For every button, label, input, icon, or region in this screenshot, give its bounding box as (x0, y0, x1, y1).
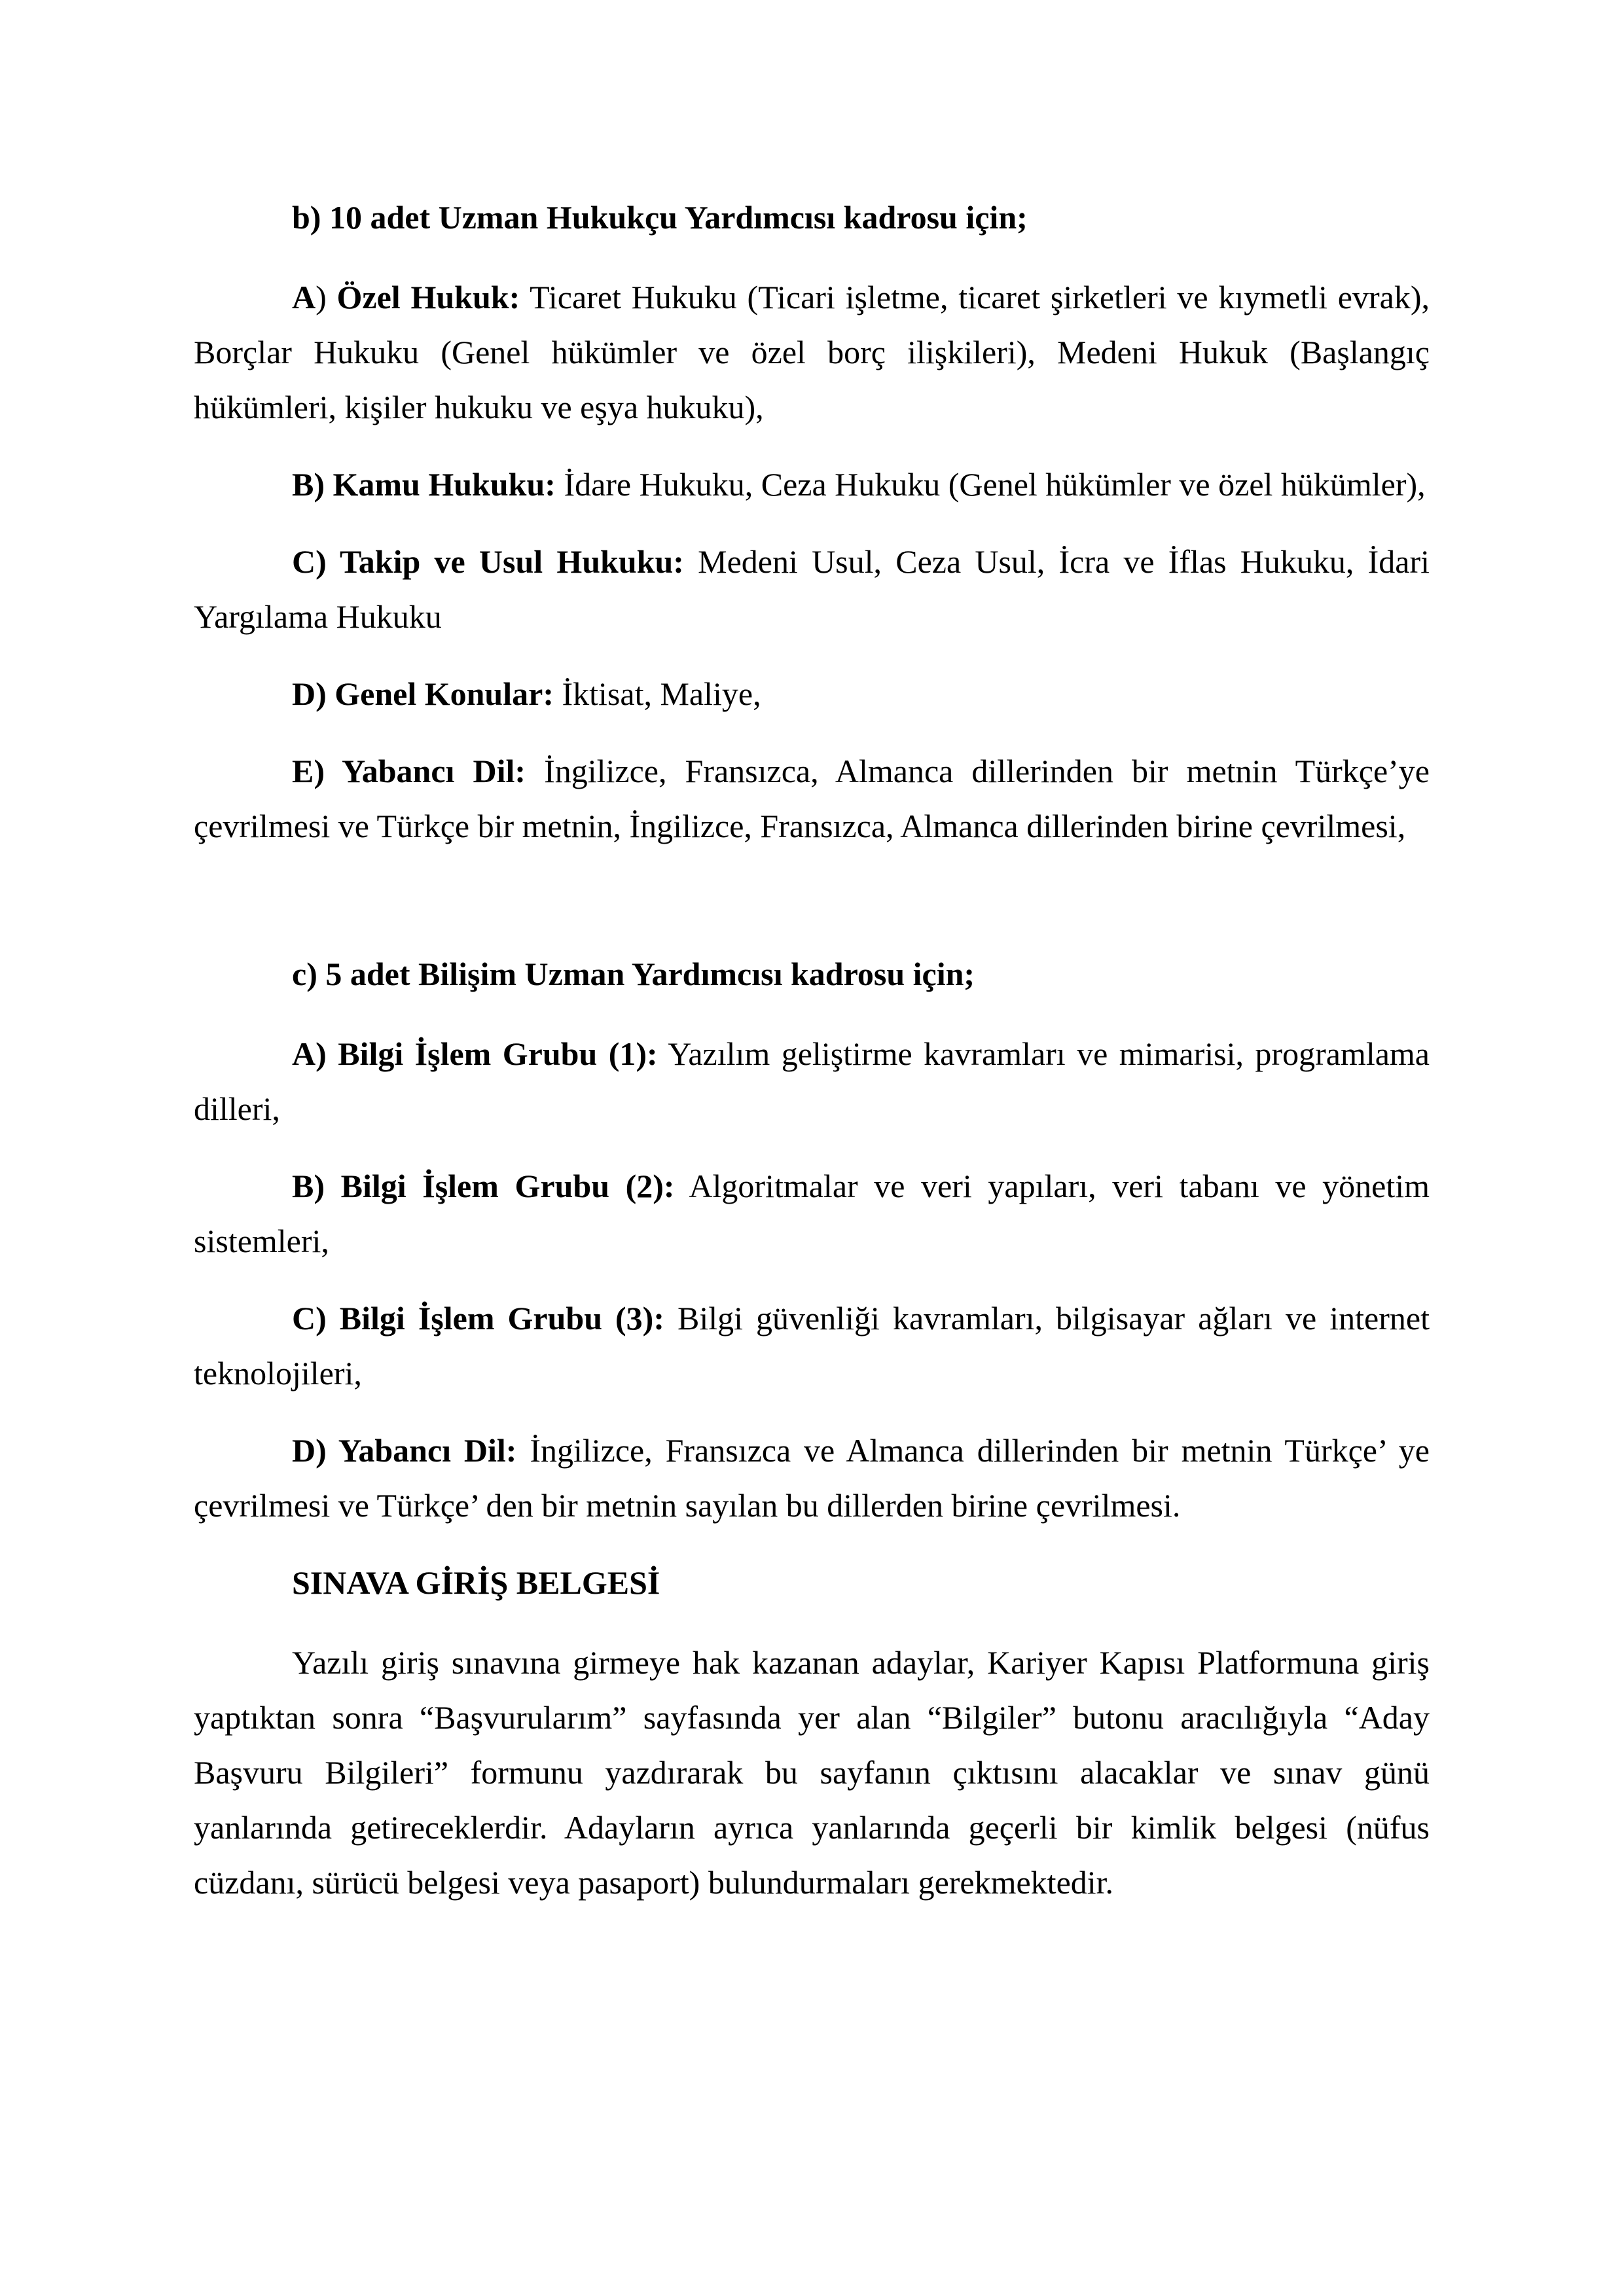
item-text: Medeni Usul, Ceza Usul, İcra ve İflas Hukuku, İdari Yargılama Hukuku (194, 543, 1430, 635)
item-label: D) Yabancı Dil: (292, 1432, 517, 1469)
item-label: C) Bilgi İşlem Grubu (3): (292, 1300, 664, 1336)
entry-document-body: Yazılı giriş sınavına girmeye hak kazanan adaylar, Kariyer Kapısı Platformuna giriş yaptıktan sonra “Başvurularım” sayfasında yer alan “Bilgiler” butonu aracılığıyla “Aday Başvuru Bilgileri” formunu yazdırarak bu sayfanın çıktısını alacaklar ve sınav günü yanlarında getireceklerdir. Adayların ayrıca yanlarında geçerli bir kimlik belgesi (nüfus cüzdanı, sürücü belgesi veya pasaport) bulundurmaları gerekmektedir. (194, 1644, 1430, 1901)
item-label-paren: ) (316, 279, 337, 315)
section-c-item-c (194, 1291, 1430, 1401)
section-b-item-a (194, 270, 1430, 435)
document-page (194, 190, 1430, 1910)
section-b-heading: b) 10 adet Uzman Hukukçu Yardımcısı kadrosu için; (292, 199, 1028, 236)
item-text: İngilizce, Fransızca, Almanca dillerinden bir metnin Türkçe’ye çevrilmesi ve Türkçe bir metnin, İngilizce, Fransızca, Almanca dillerinden birine çevrilmesi, (194, 753, 1430, 844)
item-text: Algoritmalar ve veri yapıları, veri tabanı ve yönetim sistemleri, (194, 1168, 1430, 1259)
item-text: İdare Hukuku, Ceza Hukuku (Genel hükümler ve özel hükümler), (555, 466, 1426, 503)
item-label: D) Genel Konular: (292, 675, 554, 712)
section-b-item-b (194, 457, 1430, 512)
item-label: E) Yabancı Dil: (292, 753, 526, 789)
item-text: Ticaret Hukuku (Ticari işletme, ticaret şirketleri ve kıymetli evrak), Borçlar Hukuku (Genel hükümler ve özel borç ilişkileri), Medeni Hukuk (Başlangıç hükümleri, kişiler hukuku ve eşya hukuku), (194, 279, 1430, 425)
item-label: A) Bilgi İşlem Grubu (1): (292, 1035, 658, 1072)
section-c-item-a (194, 1026, 1430, 1136)
section-b-item-d (194, 666, 1430, 721)
section-c-item-d (194, 1423, 1430, 1533)
item-text: Bilgi güvenliği kavramları, bilgisayar ağları ve internet teknolojileri, (194, 1300, 1430, 1391)
item-label-letter: A (292, 279, 316, 315)
item-label: B) Bilgi İşlem Grubu (2): (292, 1168, 675, 1204)
section-c-heading: c) 5 adet Bilişim Uzman Yardımcısı kadrosu için; (292, 956, 975, 992)
entry-document-heading: SINAVA GİRİŞ BELGESİ (292, 1564, 660, 1601)
item-text: İktisat, Maliye, (553, 675, 761, 712)
item-label: B) Kamu Hukuku: (292, 466, 556, 503)
section-b-item-e (194, 744, 1430, 853)
section-b-item-c (194, 534, 1430, 644)
item-text: Yazılım geliştirme kavramları ve mimarisi, programlama dilleri, (194, 1035, 1430, 1127)
item-label: C) Takip ve Usul Hukuku: (292, 543, 684, 580)
section-c-item-b (194, 1158, 1430, 1268)
item-text: İngilizce, Fransızca ve Almanca dillerinden bir metnin Türkçe’ ye çevrilmesi ve Türkçe’ den bir metnin sayılan bu dillerden birine çevrilmesi. (194, 1432, 1430, 1524)
item-label: Özel Hukuk: (336, 279, 520, 315)
